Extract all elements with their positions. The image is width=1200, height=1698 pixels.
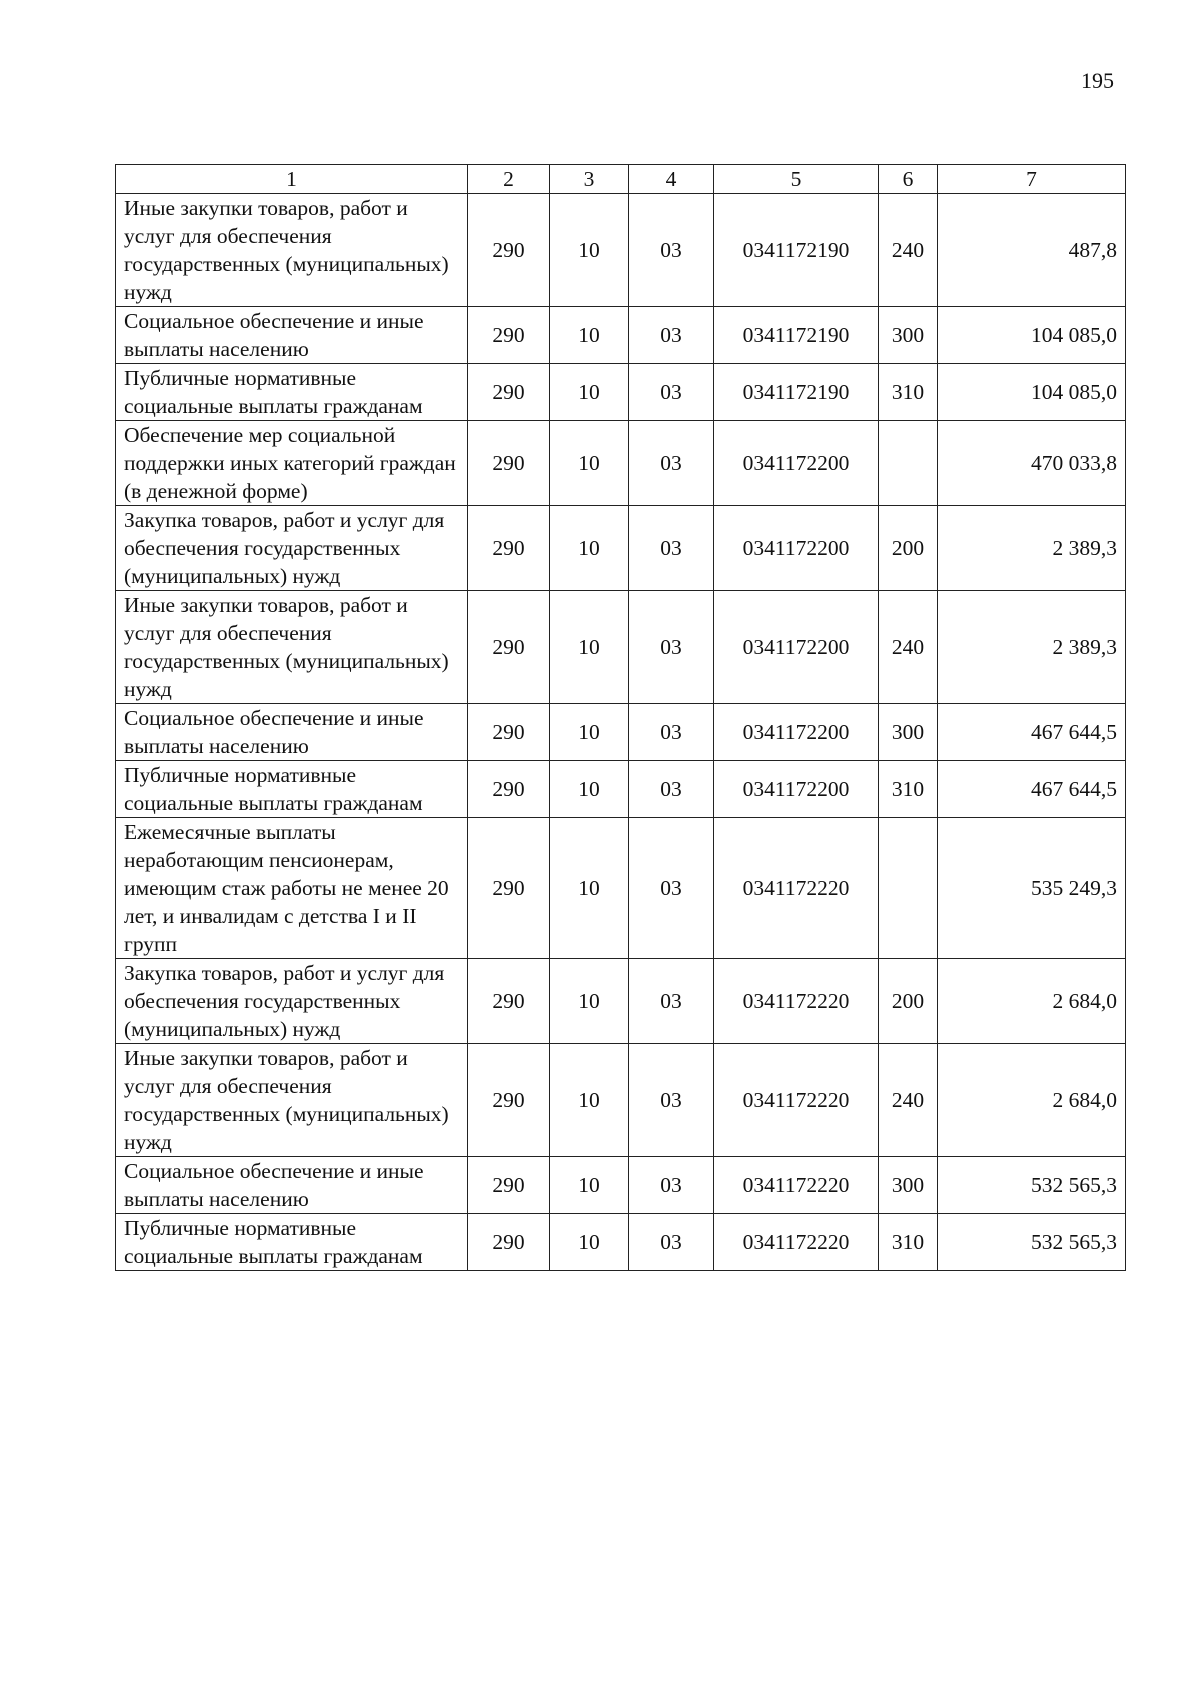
cell-col-3: 10 <box>550 364 629 421</box>
cell-col-3: 10 <box>550 761 629 818</box>
cell-col-2: 290 <box>468 364 550 421</box>
cell-col-6: 310 <box>879 1214 938 1271</box>
cell-col-4: 03 <box>629 704 714 761</box>
table-row <box>116 761 1126 818</box>
cell-col-3: 10 <box>550 307 629 364</box>
cell-col-4: 03 <box>629 307 714 364</box>
item-name-cell: Социальное обеспечение и иные выплаты населению <box>116 307 468 364</box>
header-row <box>116 165 1126 194</box>
column-header: 4 <box>629 165 714 194</box>
cell-col-4: 03 <box>629 506 714 591</box>
cell-col-4: 03 <box>629 818 714 959</box>
cell-col-2: 290 <box>468 1157 550 1214</box>
cell-col-3: 10 <box>550 959 629 1044</box>
item-name-cell: Публичные нормативные социальные выплаты гражданам <box>116 761 468 818</box>
cell-col-5: 0341172200 <box>714 704 879 761</box>
item-name-cell: Иные закупки товаров, работ и услуг для обеспечения государственных (муниципальных) нужд <box>116 591 468 704</box>
cell-col-4: 03 <box>629 421 714 506</box>
cell-col-4: 03 <box>629 194 714 307</box>
column-header: 1 <box>116 165 468 194</box>
item-name-cell: Ежемесячные выплаты неработающим пенсионерам, имеющим стаж работы не менее 20 лет, и инвалидам с детства I и II групп <box>116 818 468 959</box>
table-row <box>116 194 1126 307</box>
amount-cell: 104 085,0 <box>938 364 1126 421</box>
amount-cell: 104 085,0 <box>938 307 1126 364</box>
cell-col-5: 0341172220 <box>714 1214 879 1271</box>
cell-col-6: 300 <box>879 704 938 761</box>
amount-cell: 2 389,3 <box>938 591 1126 704</box>
cell-col-3: 10 <box>550 506 629 591</box>
cell-col-5: 0341172220 <box>714 1157 879 1214</box>
cell-col-2: 290 <box>468 818 550 959</box>
cell-col-6 <box>879 421 938 506</box>
amount-cell: 2 389,3 <box>938 506 1126 591</box>
cell-col-5: 0341172220 <box>714 1044 879 1157</box>
column-header: 7 <box>938 165 1126 194</box>
item-name-cell: Закупка товаров, работ и услуг для обеспечения государственных (муниципальных) нужд <box>116 959 468 1044</box>
page-number: 195 <box>1081 68 1114 93</box>
cell-col-3: 10 <box>550 591 629 704</box>
cell-col-6: 240 <box>879 194 938 307</box>
cell-col-3: 10 <box>550 194 629 307</box>
cell-col-5: 0341172190 <box>714 194 879 307</box>
cell-col-6: 240 <box>879 1044 938 1157</box>
cell-col-3: 10 <box>550 704 629 761</box>
table-row <box>116 1157 1126 1214</box>
cell-col-6: 200 <box>879 959 938 1044</box>
cell-col-5: 0341172200 <box>714 591 879 704</box>
cell-col-6: 310 <box>879 761 938 818</box>
cell-col-5: 0341172190 <box>714 364 879 421</box>
amount-cell: 532 565,3 <box>938 1214 1126 1271</box>
table-row <box>116 421 1126 506</box>
column-header: 6 <box>879 165 938 194</box>
cell-col-4: 03 <box>629 1044 714 1157</box>
amount-cell: 2 684,0 <box>938 959 1126 1044</box>
cell-col-2: 290 <box>468 194 550 307</box>
cell-col-2: 290 <box>468 1214 550 1271</box>
cell-col-5: 0341172200 <box>714 761 879 818</box>
item-name-cell: Публичные нормативные социальные выплаты гражданам <box>116 364 468 421</box>
cell-col-5: 0341172220 <box>714 959 879 1044</box>
amount-cell: 2 684,0 <box>938 1044 1126 1157</box>
table-row <box>116 818 1126 959</box>
cell-col-4: 03 <box>629 1157 714 1214</box>
column-header: 2 <box>468 165 550 194</box>
cell-col-4: 03 <box>629 959 714 1044</box>
amount-cell: 487,8 <box>938 194 1126 307</box>
cell-col-2: 290 <box>468 761 550 818</box>
item-name-cell: Иные закупки товаров, работ и услуг для обеспечения государственных (муниципальных) нужд <box>116 1044 468 1157</box>
cell-col-3: 10 <box>550 421 629 506</box>
amount-cell: 467 644,5 <box>938 761 1126 818</box>
cell-col-3: 10 <box>550 1214 629 1271</box>
item-name-cell: Социальное обеспечение и иные выплаты населению <box>116 1157 468 1214</box>
cell-col-2: 290 <box>468 307 550 364</box>
cell-col-6: 300 <box>879 1157 938 1214</box>
column-header: 5 <box>714 165 879 194</box>
amount-cell: 470 033,8 <box>938 421 1126 506</box>
table-body <box>116 194 1126 1271</box>
cell-col-5: 0341172220 <box>714 818 879 959</box>
amount-cell: 467 644,5 <box>938 704 1126 761</box>
table-row <box>116 704 1126 761</box>
cell-col-2: 290 <box>468 1044 550 1157</box>
cell-col-6: 310 <box>879 364 938 421</box>
cell-col-2: 290 <box>468 704 550 761</box>
column-header: 3 <box>550 165 629 194</box>
item-name-cell: Публичные нормативные социальные выплаты гражданам <box>116 1214 468 1271</box>
cell-col-6 <box>879 818 938 959</box>
cell-col-2: 290 <box>468 421 550 506</box>
cell-col-6: 200 <box>879 506 938 591</box>
amount-cell: 532 565,3 <box>938 1157 1126 1214</box>
item-name-cell: Социальное обеспечение и иные выплаты населению <box>116 704 468 761</box>
table-row <box>116 307 1126 364</box>
cell-col-4: 03 <box>629 364 714 421</box>
cell-col-2: 290 <box>468 591 550 704</box>
cell-col-4: 03 <box>629 761 714 818</box>
cell-col-5: 0341172190 <box>714 307 879 364</box>
item-name-cell: Обеспечение мер социальной поддержки иных категорий граждан (в денежной форме) <box>116 421 468 506</box>
cell-col-4: 03 <box>629 1214 714 1271</box>
cell-col-3: 10 <box>550 1157 629 1214</box>
budget-table <box>115 164 1126 1271</box>
item-name-cell: Иные закупки товаров, работ и услуг для обеспечения государственных (муниципальных) нужд <box>116 194 468 307</box>
cell-col-6: 300 <box>879 307 938 364</box>
table-row <box>116 591 1126 704</box>
cell-col-4: 03 <box>629 591 714 704</box>
cell-col-2: 290 <box>468 506 550 591</box>
table-row <box>116 506 1126 591</box>
amount-cell: 535 249,3 <box>938 818 1126 959</box>
table-row <box>116 1214 1126 1271</box>
item-name-cell: Закупка товаров, работ и услуг для обеспечения государственных (муниципальных) нужд <box>116 506 468 591</box>
cell-col-3: 10 <box>550 1044 629 1157</box>
table-row <box>116 364 1126 421</box>
cell-col-6: 240 <box>879 591 938 704</box>
table-row <box>116 959 1126 1044</box>
cell-col-3: 10 <box>550 818 629 959</box>
cell-col-5: 0341172200 <box>714 506 879 591</box>
cell-col-5: 0341172200 <box>714 421 879 506</box>
table-row <box>116 1044 1126 1157</box>
cell-col-2: 290 <box>468 959 550 1044</box>
